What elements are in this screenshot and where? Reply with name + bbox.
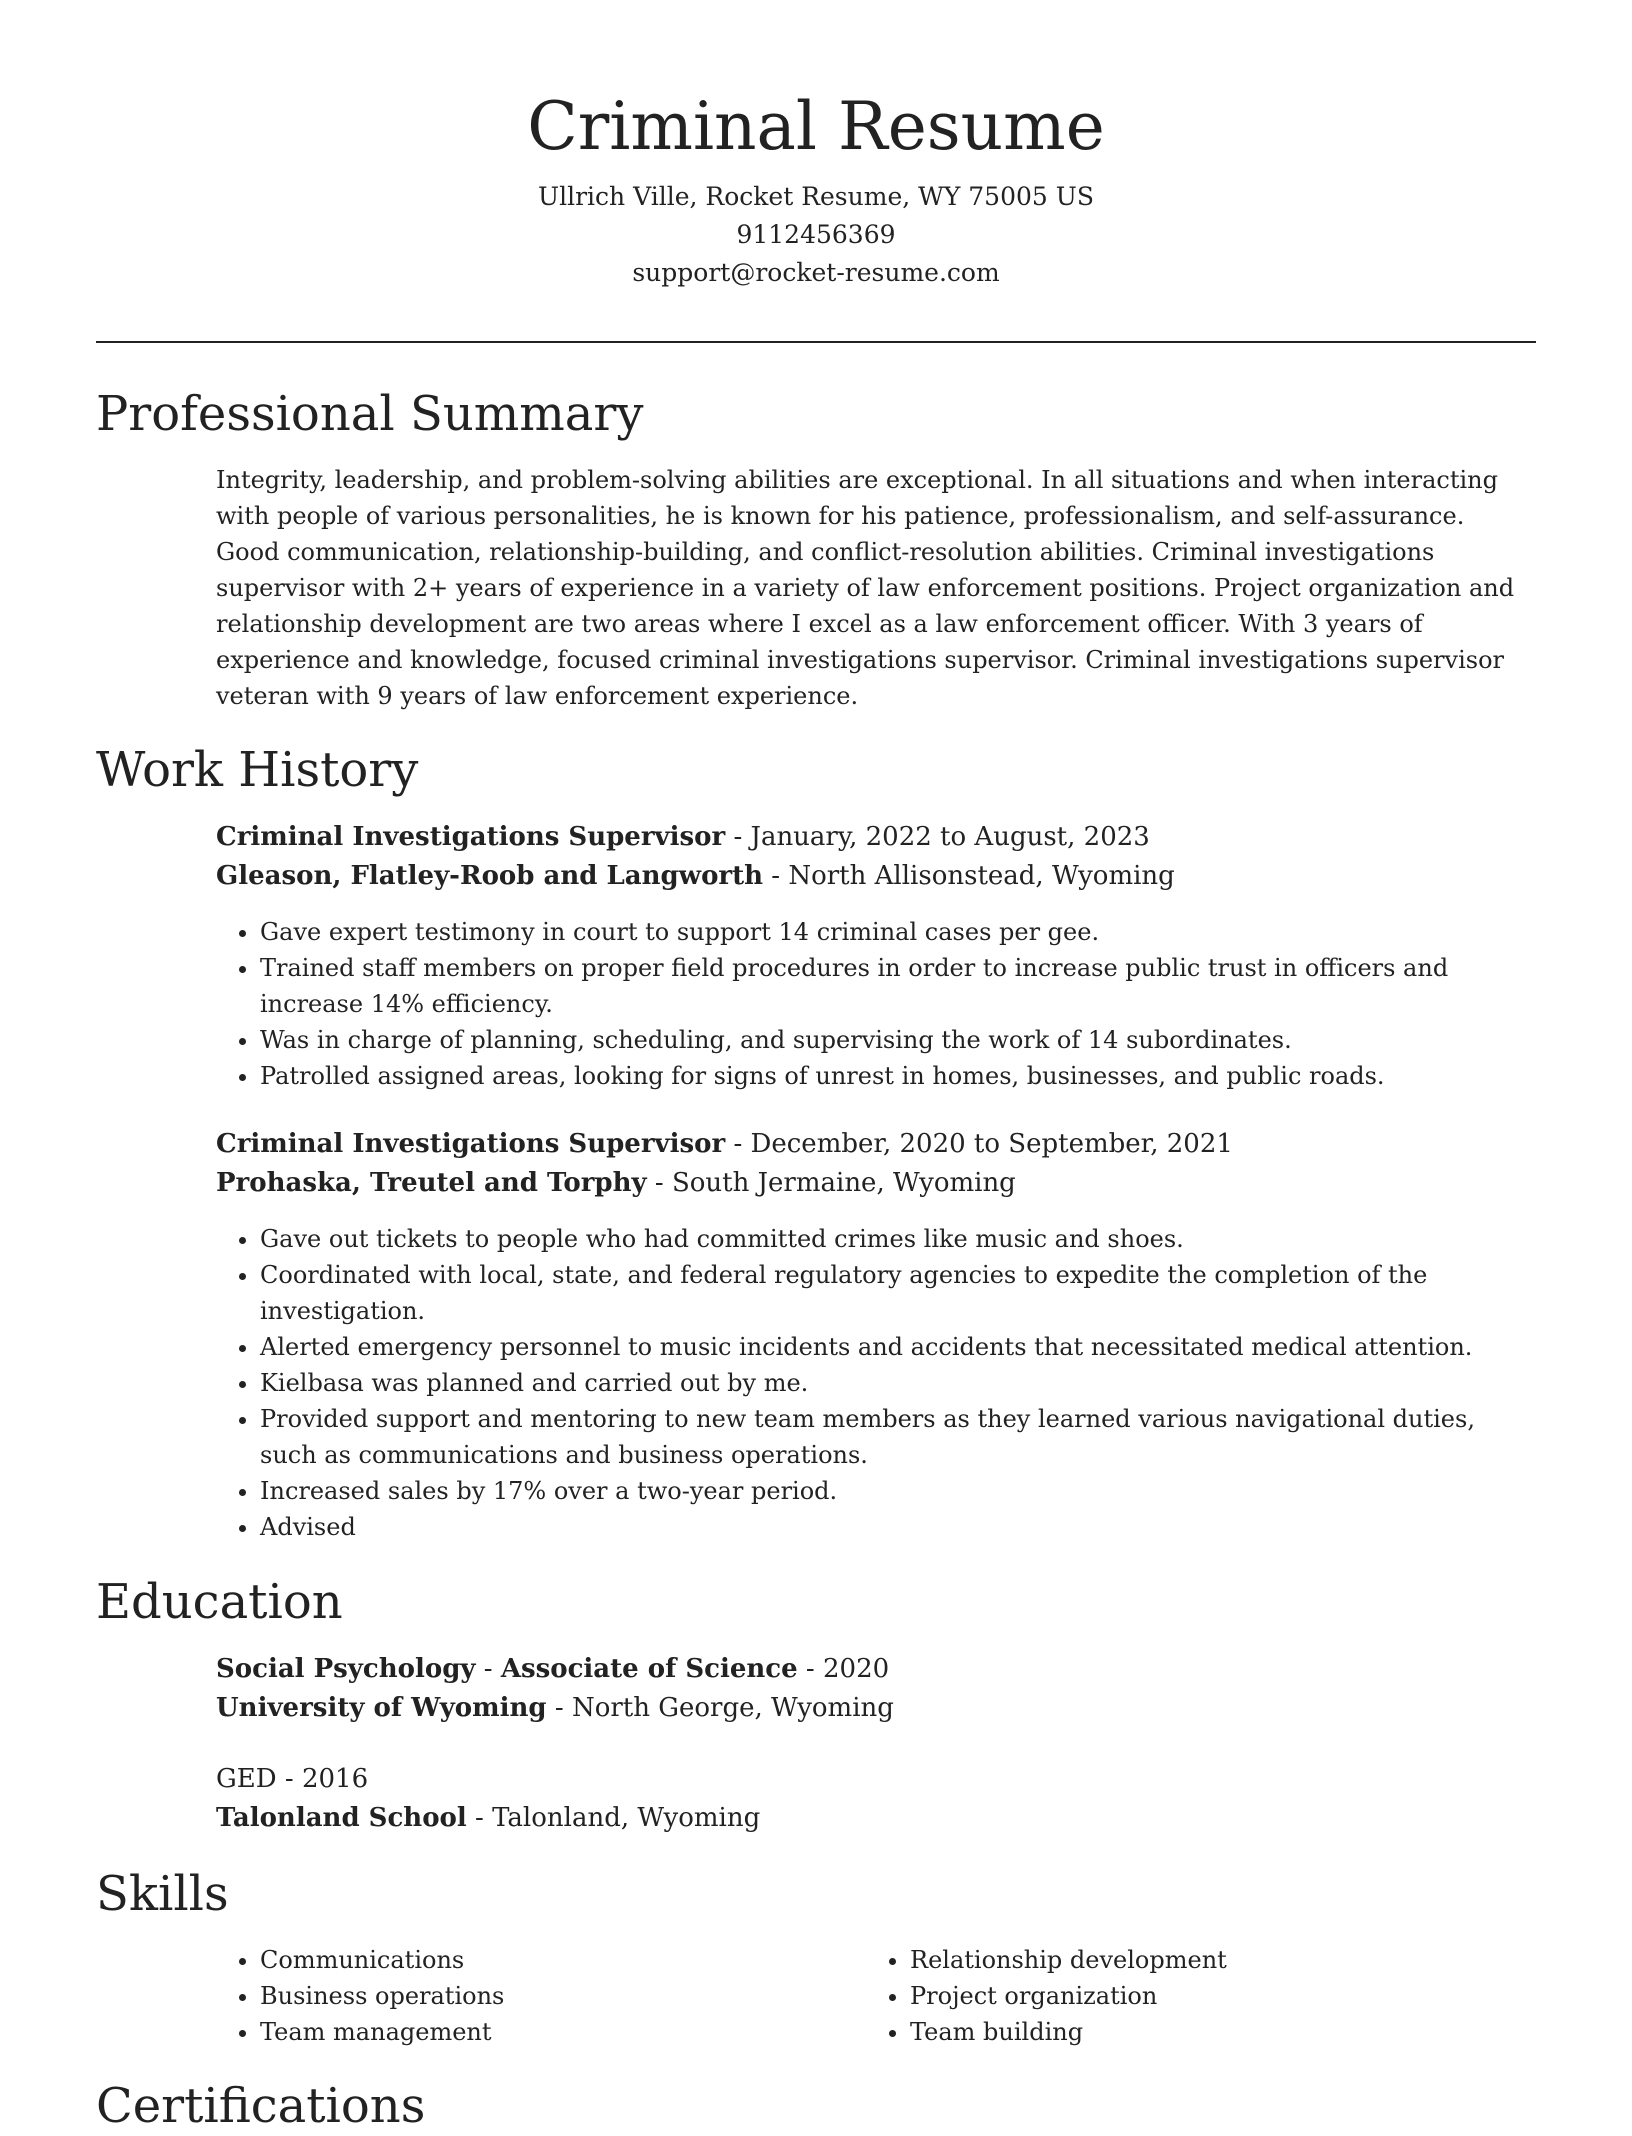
skills-column-right xyxy=(866,1942,1426,2050)
section-heading-summary: Professional Summary xyxy=(96,386,644,442)
section-heading-work: Work History xyxy=(96,742,419,798)
education-degree-line xyxy=(216,1650,1536,1689)
contact-address: Ullrich Ville, Rocket Resume, WY 75005 US xyxy=(538,182,1094,211)
job-bullet: • Gave expert testimony in court to support 14 criminal cases per gee. xyxy=(260,914,1536,950)
skill-item: • Team building xyxy=(910,2014,1426,2050)
job-title-line xyxy=(216,1125,1536,1164)
resume-header xyxy=(96,84,1536,292)
education-school: Talonland School xyxy=(216,1803,467,1833)
job-company-line xyxy=(216,857,1536,896)
education-year: 2020 xyxy=(822,1654,890,1684)
job-company-line xyxy=(216,1164,1536,1203)
separator: - xyxy=(763,861,789,891)
job-title: Criminal Investigations Supervisor xyxy=(216,822,726,852)
contact-info xyxy=(96,178,1536,292)
education-school-line xyxy=(216,1689,1536,1728)
education-school-line xyxy=(216,1799,1536,1838)
job-title: Criminal Investigations Supervisor xyxy=(216,1129,726,1159)
skills-list xyxy=(216,1942,776,2050)
job-bullets xyxy=(216,1221,1536,1545)
job-entry-2 xyxy=(216,1125,1536,1545)
separator: - xyxy=(797,1654,823,1684)
separator: - xyxy=(546,1693,572,1723)
job-bullet: • Coordinated with local, state, and federal regulatory agencies to expedite the completion of the investigation. xyxy=(260,1257,1536,1329)
job-location: North Allisonstead, Wyoming xyxy=(788,861,1175,891)
job-bullet: • Gave out tickets to people who had committed crimes like music and shoes. xyxy=(260,1221,1536,1257)
summary-section xyxy=(216,462,1536,714)
section-heading-certifications: Certifications xyxy=(96,2078,426,2134)
job-dates: January, 2022 to August, 2023 xyxy=(750,822,1150,852)
section-heading-skills: Skills xyxy=(96,1866,229,1922)
education-year: 2016 xyxy=(301,1764,369,1794)
job-bullet: • Increased sales by 17% over a two-year period. xyxy=(260,1473,1536,1509)
education-location: North George, Wyoming xyxy=(571,1693,894,1723)
job-bullet: • Advised xyxy=(260,1509,1536,1545)
separator: - xyxy=(725,822,751,852)
skill-item: • Business operations xyxy=(260,1978,776,2014)
job-company: Prohaska, Treutel and Torphy xyxy=(216,1168,647,1198)
education-school: University of Wyoming xyxy=(216,1693,547,1723)
separator: - xyxy=(466,1803,493,1833)
skills-list xyxy=(866,1942,1426,2050)
separator: - xyxy=(646,1168,672,1198)
separator: - xyxy=(475,1654,501,1684)
summary-text: Integrity, leadership, and problem-solving abilities are exceptional. In all situations and when interacting with people of various personalities, he is known for his patience, professionalism, and self-assurance. Good communication, relationship-building, and conflict-resolution abilities. Criminal investigations supervisor with 2+ years of experience in a variety of law enforcement positions. Project organization and relationship development are two areas where I excel as a law enforcement officer. With 3 years of experience and knowledge, focused criminal investigations supervisor. Criminal investigations supervisor veteran with 9 years of law enforcement experience. xyxy=(216,466,1515,710)
contact-phone: 9112456369 xyxy=(736,220,896,249)
job-bullet: • Kielbasa was planned and carried out by me. xyxy=(260,1365,1536,1401)
section-heading-education: Education xyxy=(96,1574,343,1630)
resume-title: Criminal Resume xyxy=(527,88,1105,165)
job-bullets xyxy=(216,914,1536,1094)
education-degree-line xyxy=(216,1760,1536,1799)
job-bullet: • Trained staff members on proper field procedures in order to increase public trust in officers and increase 14% efficiency. xyxy=(260,950,1536,1022)
skill-item: • Communications xyxy=(260,1942,776,1978)
education-entry-1 xyxy=(216,1650,1536,1728)
skill-item: • Project organization xyxy=(910,1978,1426,2014)
contact-email: support@rocket-resume.com xyxy=(632,258,1000,287)
education-entry-2 xyxy=(216,1760,1536,1838)
skill-item: • Relationship development xyxy=(910,1942,1426,1978)
header-divider xyxy=(96,341,1536,343)
job-bullet: • Patrolled assigned areas, looking for signs of unrest in homes, businesses, and public roads. xyxy=(260,1058,1536,1094)
education-degree: Associate of Science xyxy=(500,1654,798,1684)
job-title-line xyxy=(216,818,1536,857)
skills-column-left xyxy=(216,1942,776,2050)
separator: - xyxy=(276,1764,302,1794)
skill-item: • Team management xyxy=(260,2014,776,2050)
job-bullet: • Was in charge of planning, scheduling, and supervising the work of 14 subordinates. xyxy=(260,1022,1536,1058)
job-dates: December, 2020 to September, 2021 xyxy=(750,1129,1233,1159)
education-degree: GED xyxy=(216,1764,277,1794)
job-entry-1 xyxy=(216,818,1536,1094)
job-company: Gleason, Flatley-Roob and Langworth xyxy=(216,861,764,891)
education-field: Social Psychology xyxy=(216,1654,476,1684)
job-bullet: • Provided support and mentoring to new team members as they learned various navigational duties, such as communications and business operations. xyxy=(260,1401,1536,1473)
job-location: South Jermaine, Wyoming xyxy=(671,1168,1016,1198)
separator: - xyxy=(725,1129,751,1159)
job-bullet: • Alerted emergency personnel to music incidents and accidents that necessitated medical attention. xyxy=(260,1329,1536,1365)
education-location: Talonland, Wyoming xyxy=(492,1803,761,1833)
